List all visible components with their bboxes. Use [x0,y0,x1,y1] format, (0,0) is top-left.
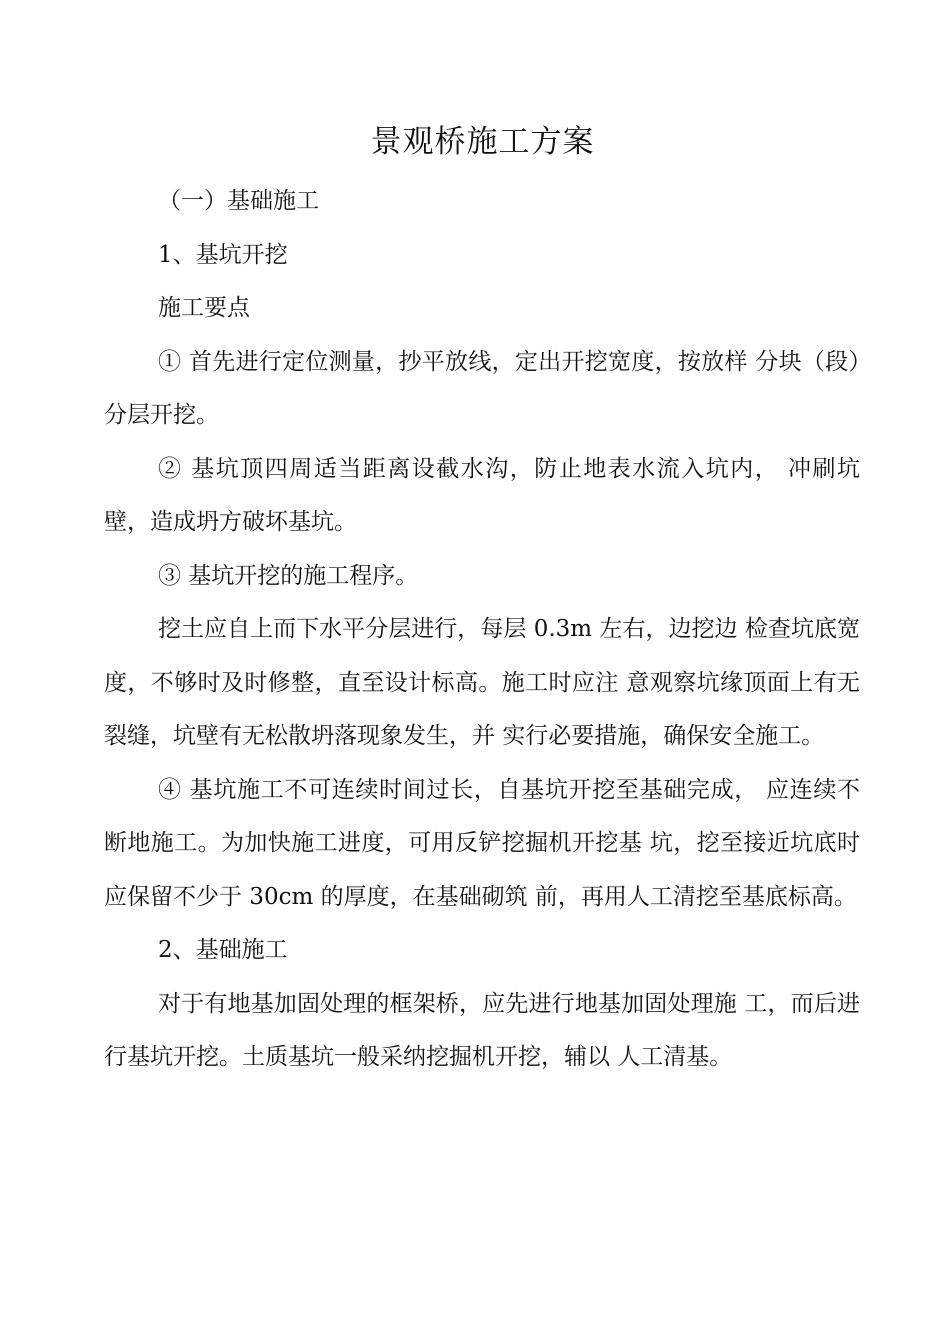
document-title: 景观桥施工方案 [370,124,595,160]
paragraph-point-4: ④ 基坑施工不可连续时间过长，自基坑开挖至基础完成， 应连续不断地施工。为加快施工进度，可用反铲挖掘机开挖基 坑，挖至接近坑底时应保留不少于 30cm 的厚度，在基础砌筑 前，再用人工清挖至基底标高。 [104,776,860,910]
subsection-heading-excavation: 1、基坑开挖 [158,241,288,268]
paragraph-point-2: ② 基坑顶四周适当距离设截水沟，防止地表水流入坑内， 冲刷坑壁，造成坍方破坏基坑。 [104,455,860,535]
section-heading-foundation: （一）基础施工 [158,188,319,214]
paragraph-point-3: ③ 基坑开挖的施工程序。 [158,562,419,589]
paragraph-foundation-reinforcement: 对于有地基加固处理的框架桥，应先进行地基加固处理施 工，而后进行基坑开挖。土质基坑一般采纳挖掘机开挖，辅以 人工清基。 [104,990,860,1070]
construction-points-heading: 施工要点 [158,295,250,321]
paragraph-excavation-procedure: 挖土应自上而下水平分层进行，每层 0.3m 左右，边挖边 检查坑底宽度，不够时及时修整，直至设计标高。施工时应注 意观察坑缘顶面上有无裂缝，坑壁有无松散坍落现象发生，并 实行必要措施，确保安全施工。 [104,616,860,749]
document-body [104,175,860,1085]
subsection-heading-foundation-construction: 2、基础施工 [158,937,288,963]
paragraph-point-1: ① 首先进行定位测量，抄平放线，定出开挖宽度，按放样 分块（段）分层开挖。 [104,348,860,428]
